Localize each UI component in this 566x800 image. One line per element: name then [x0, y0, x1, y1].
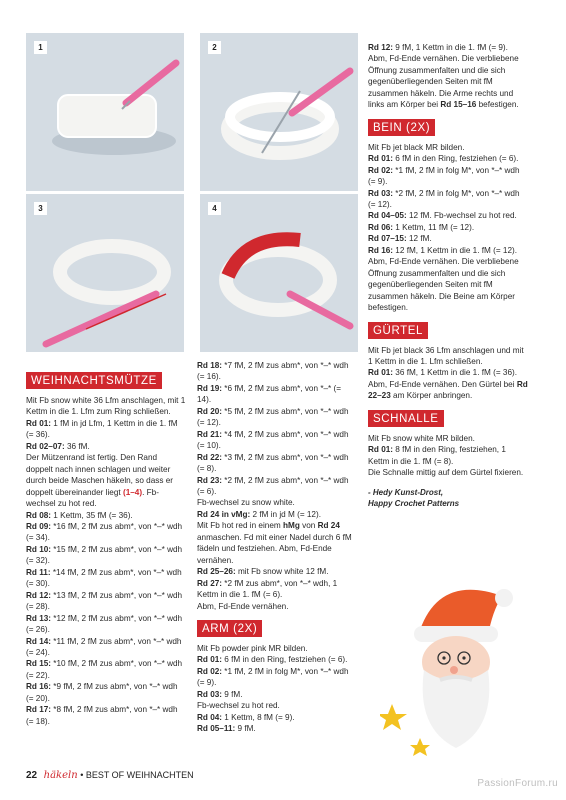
instruction-text: am Körper anbringen. — [390, 391, 473, 401]
instruction-line — [197, 383, 357, 406]
round-label: Rd 16: — [26, 682, 52, 692]
santa-illustration — [380, 578, 520, 768]
crochet-ring-photo-1 — [26, 33, 184, 191]
instruction-text: 1 fM in jd Lfm, 1 Kettm in die 1. fM (= 36). — [26, 418, 178, 440]
instruction-text: *11 fM, 2 fM zus abm*, von *–* wdh (= 24). — [26, 636, 182, 657]
round-label: Rd 01: — [368, 445, 394, 455]
instruction-line — [197, 475, 357, 498]
instruction-line — [368, 165, 528, 188]
instruction-line — [197, 700, 357, 711]
round-label: Rd 09: — [26, 521, 52, 531]
instruction-text: *9 fM, 2 fM zus abm*, von *–* wdh (= 20). — [26, 682, 178, 703]
round-label: Rd 24 in vMg: — [197, 509, 251, 519]
instruction-text: *4 fM, 2 fM zus abm*, von *–* wdh (= 10). — [197, 429, 349, 451]
instruction-text: 36 fM. — [64, 441, 90, 451]
instruction-text: *14 fM, 2 fM zus abm*, von *–* wdh (= 30). — [26, 567, 182, 589]
instruction-line — [368, 142, 528, 153]
instruction-text: *7 fM, 2 fM zus abm*, von *–* wdh (= 16). — [197, 361, 349, 382]
section-title-muetze: WEIHNACHTSMÜTZE — [26, 372, 162, 389]
round-label: Rd 22: — [197, 452, 223, 462]
instruction-text: Mit Fb powder pink MR bilden. — [197, 643, 308, 653]
instruction-line — [197, 360, 357, 383]
instruction-line — [368, 153, 528, 164]
instruction-line — [368, 256, 528, 313]
round-label: Rd 01: — [197, 655, 223, 665]
step-reference: (1–4) — [122, 487, 143, 497]
instruction-text: *1 fM, 2 fM in folg M*, von *–* wdh (= 9). — [368, 165, 520, 187]
instruction-line — [197, 429, 357, 452]
round-label: Rd 23: — [197, 475, 223, 485]
round-label: Rd 04–05: — [368, 211, 407, 221]
instruction-line — [368, 345, 528, 368]
instruction-text: 6 fM in den Ring, festziehen (= 6). — [222, 655, 348, 665]
instruction-line — [368, 42, 528, 53]
column-2 — [197, 360, 357, 735]
instruction-line — [368, 433, 528, 444]
round-label: Rd 25–26: — [197, 567, 236, 577]
instruction-text: Abm, Fd-Ende vernähen. Die verbliebene Öffnung zusammenfalten und die sich gegenüberliegenden Seiten mit fM zusammen häkeln. Die Beine am Körper befestigen. — [368, 257, 519, 313]
instruction-text: 9 fM, 1 Kettm in die 1. fM (= 9). — [393, 43, 508, 52]
instruction-text: Abm, Fd-Ende vernähen. — [197, 601, 289, 611]
page-footer — [26, 770, 194, 781]
instruction-text: *6 fM, 2 fM zus abm*, von *–* (= 14). — [197, 383, 342, 405]
instruction-line — [368, 467, 528, 478]
photo-step-4 — [200, 194, 358, 352]
round-label: Rd 18: — [197, 361, 223, 370]
instruction-line — [26, 658, 186, 681]
instruction-text: 12 fM. Fb-wechsel zu hot red. — [406, 211, 517, 221]
column-1 — [26, 372, 186, 727]
instruction-text: *10 fM, 2 fM zus abm*, von *–* wdh (= 22). — [26, 659, 183, 680]
bein-instructions — [368, 142, 528, 314]
round-label: Rd 06: — [368, 222, 394, 232]
instruction-line — [197, 723, 357, 734]
instruction-text: mit Fb snow white 12 fM. — [235, 567, 329, 577]
instruction-line — [26, 441, 186, 452]
instruction-text: *2 fM zus abm*, von *–* wdh, 1 Kettm in die 1. fM (= 6). — [197, 578, 338, 600]
instruction-text: Mit Fb jet black 36 Lfm anschlagen und mit 1 Kettm in die 1. Lfm schließen. — [368, 345, 524, 366]
instruction-text: *13 fM, 2 fM zus abm*, von *–* wdh (= 28). — [26, 590, 183, 612]
instruction-line — [197, 497, 357, 508]
instruction-line — [26, 544, 186, 567]
instruction-line — [197, 689, 357, 700]
instruction-line — [197, 654, 357, 665]
round-label: Rd 02–07: — [26, 441, 65, 451]
round-label: Rd 01: — [368, 154, 394, 164]
round-label: Rd 08: — [26, 510, 52, 520]
instruction-text: 12 fM, 1 Kettm in die 1. fM (= 12). — [393, 245, 518, 255]
schnalle-instructions — [368, 433, 528, 479]
instruction-line — [197, 601, 357, 612]
round-label: Rd 12: — [368, 43, 394, 52]
instruction-text: Mit Fb hot red in einem — [197, 521, 284, 531]
instruction-line — [197, 643, 357, 654]
round-label: Rd 24 — [317, 521, 340, 531]
instruction-text: 9 fM. — [235, 724, 256, 734]
instruction-line — [26, 704, 186, 727]
instruction-line — [197, 509, 357, 520]
instruction-text: 8 fM in den Ring, festziehen, 1 Kettm in die 1. fM (= 8). — [368, 445, 506, 466]
instruction-line — [368, 53, 528, 110]
round-label: Rd 10: — [26, 544, 52, 554]
instruction-line — [26, 418, 186, 441]
instruction-text: *3 fM, 2 fM zus abm*, von *–* wdh (= 8). — [197, 452, 349, 474]
instruction-text: 1 Kettm, 35 fM (= 36). — [51, 510, 133, 520]
round-label: Rd 02: — [368, 165, 394, 175]
instruction-line — [26, 395, 186, 418]
instruction-line — [368, 245, 528, 256]
instruction-line — [197, 578, 357, 601]
round-label: Rd 17: — [26, 705, 52, 715]
instruction-text: *15 fM, 2 fM zus abm*, von *–* wdh (= 32). — [26, 544, 183, 566]
instruction-line — [26, 590, 186, 613]
instruction-line — [368, 188, 528, 211]
instruction-line — [197, 452, 357, 475]
crochet-ring-photo-3 — [26, 194, 184, 352]
instruction-line — [368, 222, 528, 233]
round-label: Rd 04: — [197, 712, 223, 722]
round-label: Rd 14: — [26, 636, 52, 646]
magazine-name: häkeln — [43, 770, 78, 781]
instruction-text: *1 fM, 2 fM in folg M*, von *–* wdh (= 9). — [197, 666, 349, 688]
instruction-text: 36 fM, 1 Kettm in die 1. fM (= 36). — [393, 368, 518, 378]
instruction-line — [368, 233, 528, 244]
instruction-text: Der Mützenrand ist fertig. Den Rand doppelt nach innen schlagen und weiter durch beide Maschen häkeln, so dass er doppelt übereinander liegt — [26, 453, 174, 497]
author-credit — [368, 487, 528, 509]
instruction-line — [26, 613, 186, 636]
round-label: Rd 19: — [197, 383, 223, 393]
round-label: Rd 03: — [197, 689, 223, 699]
round-label: Rd 01: — [26, 418, 52, 428]
instruction-text: Abm, Fd-Ende vernähen. Den Gürtel bei — [368, 379, 517, 389]
round-label: Rd 02: — [197, 666, 223, 676]
instruction-text: . Fb-wechsel zu hot red. — [26, 487, 159, 509]
section-name: • BEST OF WEIHNACHTEN — [80, 770, 194, 780]
round-label: Rd 12: — [26, 590, 52, 600]
guertel-instructions — [368, 345, 528, 402]
column-3 — [368, 42, 528, 509]
instruction-line — [368, 210, 528, 221]
instruction-text: Fb-wechsel zu hot red. — [197, 701, 280, 711]
instruction-line — [26, 636, 186, 659]
round-label: Rd 16: — [368, 245, 394, 255]
instruction-line — [26, 681, 186, 704]
instruction-line — [26, 521, 186, 544]
watermark: PassionForum.ru — [477, 778, 558, 789]
instruction-text: Abm, Fd-Ende vernähen. Die verbliebene Öffnung zusammenfalten und die sich gegenüberliegenden Seiten mit fM zusammen häkeln. Die Arme rechts und links am Körper bei — [368, 54, 519, 110]
arm-instructions — [197, 643, 357, 735]
instruction-text: Fb-wechsel zu snow white. — [197, 498, 295, 508]
instruction-text: *12 fM, 2 fM zus abm*, von *–* wdh (= 26). — [26, 613, 183, 635]
section-title-bein: BEIN (2X) — [368, 119, 435, 136]
photo-step-3 — [26, 194, 184, 352]
round-label: Rd 22–23 — [368, 379, 528, 401]
instruction-text: 9 fM. — [222, 689, 243, 699]
round-label: Rd 15: — [26, 659, 52, 669]
muetze-instructions-continued — [197, 360, 357, 612]
instruction-line — [368, 379, 528, 402]
instruction-text: befestigen. — [476, 100, 519, 110]
round-label: Rd 07–15: — [368, 234, 407, 244]
arm-instructions-continued — [368, 42, 528, 111]
round-label: Rd 21: — [197, 429, 223, 439]
round-label: Rd 20: — [197, 406, 223, 416]
instruction-text: 1 Kettm, 11 fM (= 12). — [393, 222, 475, 232]
section-title-schnalle: SCHNALLE — [368, 410, 444, 427]
muetze-instructions — [26, 395, 186, 727]
crochet-ring-photo-2 — [200, 33, 358, 191]
crochet-ring-photo-4 — [200, 194, 358, 352]
round-label: Rd 05–11: — [197, 724, 236, 734]
round-label: Rd 03: — [368, 188, 394, 198]
step-number: 3 — [34, 202, 47, 215]
round-label: Rd 11: — [26, 567, 51, 577]
round-label: Rd 01: — [368, 368, 394, 378]
photo-step-2 — [200, 33, 358, 191]
photo-step-1 — [26, 33, 184, 191]
instruction-line — [197, 666, 357, 689]
round-label: hMg — [283, 521, 300, 531]
instruction-text: *8 fM, 2 fM zus abm*, von *–* wdh (= 18). — [26, 705, 178, 726]
instruction-line — [26, 452, 186, 509]
step-number: 1 — [34, 41, 47, 54]
instruction-text: 2 fM in jd M (= 12). — [250, 509, 321, 519]
instruction-text: *5 fM, 2 fM zus abm*, von *–* wdh (= 12). — [197, 406, 349, 428]
page-number: 22 — [26, 770, 38, 781]
instruction-line — [26, 510, 186, 521]
section-title-arm: ARM (2X) — [197, 620, 262, 637]
instruction-text: 1 Kettm, 8 fM (= 9). — [222, 712, 295, 722]
instruction-line — [197, 406, 357, 429]
instruction-line — [197, 520, 357, 566]
instruction-text: 6 fM in den Ring, festziehen (= 6). — [393, 154, 519, 164]
instruction-text: Die Schnalle mittig auf dem Gürtel fixieren. — [368, 468, 524, 478]
instruction-text: Mit Fb snow white 36 Lfm anschlagen, mit 1 Kettm in die 1. Lfm zum Ring schließen. — [26, 396, 186, 417]
step-number: 2 — [208, 41, 221, 54]
instruction-line — [26, 567, 186, 590]
instruction-line — [368, 444, 528, 467]
instruction-text: *16 fM, 2 fM zus abm*, von *–* wdh (= 34). — [26, 521, 183, 543]
instruction-text: 12 fM. — [406, 234, 432, 244]
instruction-line — [197, 712, 357, 723]
instruction-text: *2 fM, 2 fM zus abm*, von *–* wdh (= 6). — [197, 475, 349, 496]
instruction-text: *2 fM, 2 fM in folg M*, von *–* wdh (= 12). — [368, 188, 520, 209]
instruction-text: anmaschen. Fd mit einer Nadel durch 6 fM fädeln und festziehen. Abm, Fd-Ende vernähen. — [197, 532, 352, 565]
instruction-text: Mit Fb snow white MR bilden. — [368, 433, 475, 443]
author-brand: Happy Crochet Patterns — [368, 498, 460, 508]
instruction-line — [368, 367, 528, 378]
round-label: Rd 27: — [197, 578, 223, 588]
instruction-line — [197, 566, 357, 577]
round-label: Rd 15–16 — [440, 100, 477, 110]
step-number: 4 — [208, 202, 221, 215]
round-label: Rd 13: — [26, 613, 52, 623]
section-title-guertel: GÜRTEL — [368, 322, 428, 339]
instruction-text: Mit Fb jet black MR bilden. — [368, 142, 465, 152]
instruction-text: von — [299, 521, 318, 531]
author-name: - Hedy Kunst-Drost, — [368, 487, 444, 497]
